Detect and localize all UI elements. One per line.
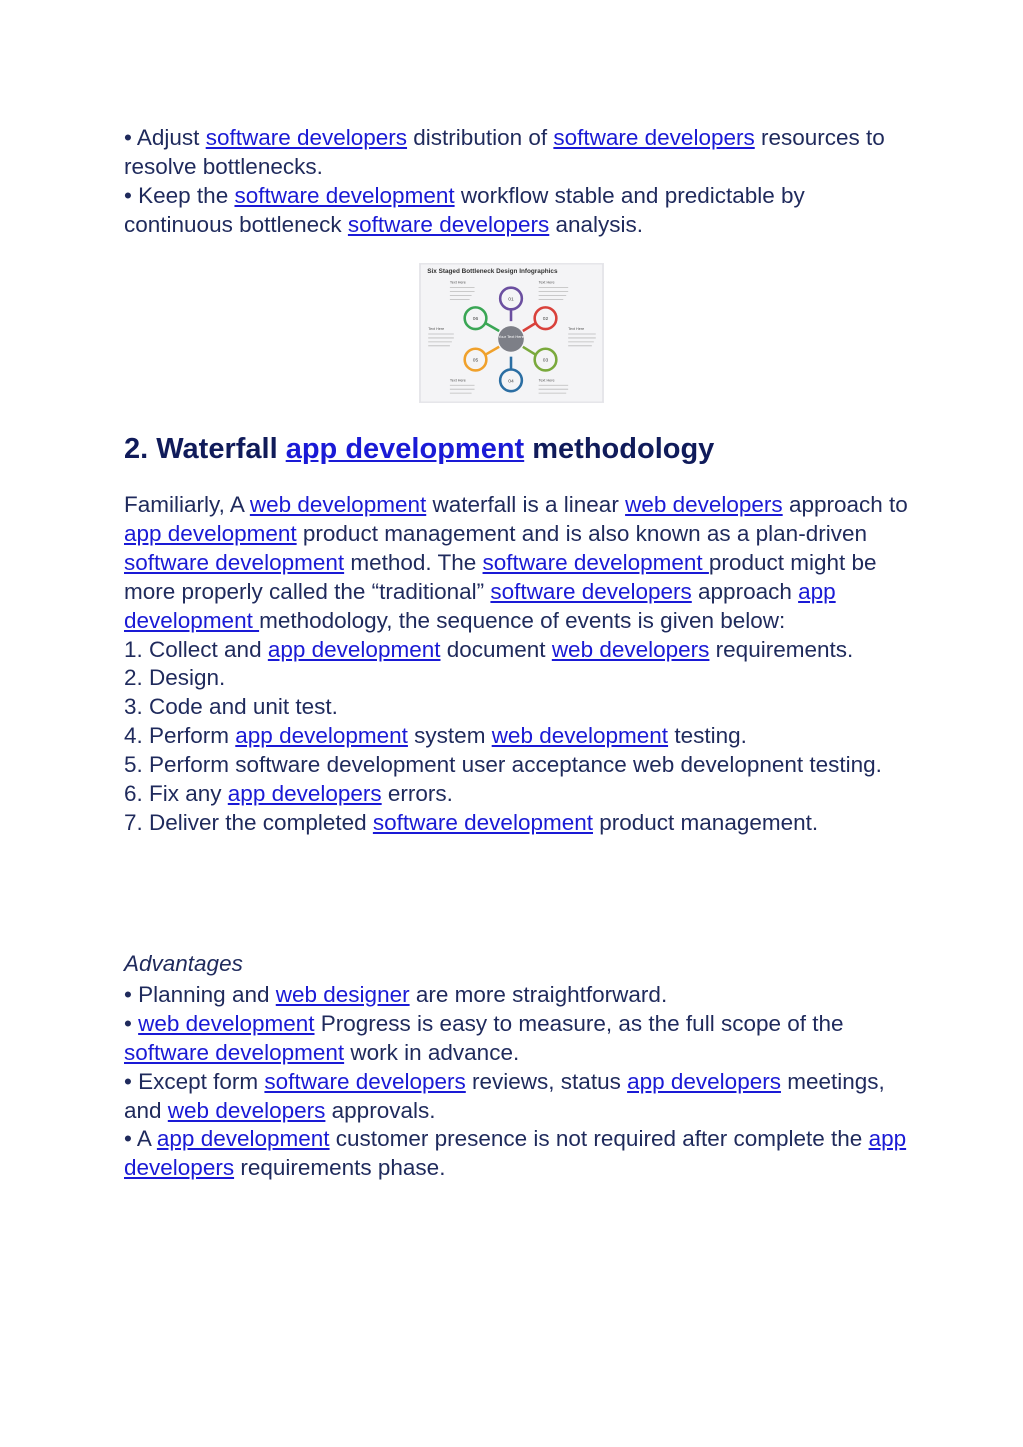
step-1: 1. Collect and app development document web developers requirements. xyxy=(124,636,854,662)
link-software-developers[interactable]: software developers xyxy=(490,578,692,604)
link-software-developers[interactable]: software developers xyxy=(205,125,408,150)
step-06-label: 06 xyxy=(472,317,479,323)
advantage-2: • web development Progress is easy to measure, as the full scope of the software development work in advance. xyxy=(124,1010,844,1065)
advantage-3: • Except form software developers reviews, status app developers meetings, and web developers approvals. xyxy=(124,1068,885,1123)
infographic-svg xyxy=(419,263,604,403)
text-here-4: Text Here xyxy=(568,327,585,332)
link-web-development[interactable]: web development xyxy=(249,492,427,517)
text-here-1: Text Here xyxy=(449,280,466,285)
link-web-developers[interactable]: web developers xyxy=(625,492,783,517)
step-4: 4. Perform app development system web development testing. xyxy=(124,723,747,749)
step-5: 5. Perform software development user acceptance web developnent testing. xyxy=(124,752,882,778)
link-web-developers[interactable]: web developers xyxy=(167,1097,326,1123)
link-software-development[interactable]: software development xyxy=(372,809,593,835)
advantages-section xyxy=(124,950,914,1183)
text-here-2: Text Here xyxy=(538,280,555,285)
link-app-developers[interactable]: app developers xyxy=(124,1126,907,1181)
bullet-adjust: • Adjust software developers distribution of software developers resources to resolve bottlenecks. xyxy=(124,125,885,179)
link-software-developers[interactable]: software developers xyxy=(553,125,755,150)
step-3: 3. Code and unit test. xyxy=(124,694,338,720)
link-app-development[interactable]: app development xyxy=(156,1126,330,1152)
advantage-4: • A app development customer presence is not required after complete the app developers requirements phase. xyxy=(124,1126,907,1181)
heading-link-app-development[interactable]: app development xyxy=(285,433,525,465)
link-software-developers[interactable]: software developers xyxy=(347,212,550,237)
link-app-developers[interactable]: app developers xyxy=(627,1068,781,1094)
infographic-title: Six Staged Bottleneck Design Infographics xyxy=(427,267,558,275)
link-web-development[interactable]: web development xyxy=(491,723,669,749)
step-03-label: 03 xyxy=(542,358,549,364)
intro-paragraph: Familiarly, A web development waterfall is a linear web developers approach to app development product management and is also known as a plan-driven software development method. The software development product might be more properly called the “traditional” software developers approach app development methodology, the sequence of events is given below: xyxy=(124,492,908,633)
text-here-5: Text Here xyxy=(449,378,466,383)
link-web-developers[interactable]: web developers xyxy=(551,636,710,662)
text-here-6: Text Here xyxy=(538,378,555,383)
section-heading: 2. Waterfall app development methodology xyxy=(124,433,715,465)
infographic-image xyxy=(419,263,604,403)
link-app-development[interactable]: app development xyxy=(267,636,441,662)
text-here-3: Text Here xyxy=(428,327,445,332)
link-web-designer[interactable]: web designer xyxy=(275,981,410,1007)
bullet-keep: • Keep the software development workflow stable and predictable by continuous bottleneck software developers analysis. xyxy=(124,183,805,237)
link-software-development[interactable]: software development xyxy=(234,183,455,208)
step-02-label: 02 xyxy=(542,317,549,323)
intro-bullets xyxy=(124,123,914,239)
link-software-development[interactable]: software development xyxy=(482,549,709,575)
link-app-development[interactable]: app development xyxy=(124,578,836,633)
step-01-label: 01 xyxy=(508,297,514,303)
advantages-title: Advantages xyxy=(124,951,243,976)
link-web-development[interactable]: web development xyxy=(138,1010,315,1036)
step-05-label: 05 xyxy=(472,358,479,364)
link-software-development[interactable]: software development xyxy=(124,1039,345,1065)
step-2: 2. Design. xyxy=(124,665,226,691)
link-app-development[interactable]: app development xyxy=(124,520,297,546)
advantage-1: • Planning and web designer are more straightforward. xyxy=(124,981,668,1007)
body-text xyxy=(124,491,914,838)
link-software-developers[interactable]: software developers xyxy=(264,1068,466,1094)
step-6: 6. Fix any app developers errors. xyxy=(124,781,453,807)
step-04-label: 04 xyxy=(508,379,514,385)
link-app-development[interactable]: app development xyxy=(235,723,408,749)
link-software-development[interactable]: software development xyxy=(124,549,345,575)
center-text: Your Text Here xyxy=(498,333,524,339)
link-app-developers[interactable]: app developers xyxy=(227,781,382,807)
step-7: 7. Deliver the completed software development product management. xyxy=(124,809,819,835)
